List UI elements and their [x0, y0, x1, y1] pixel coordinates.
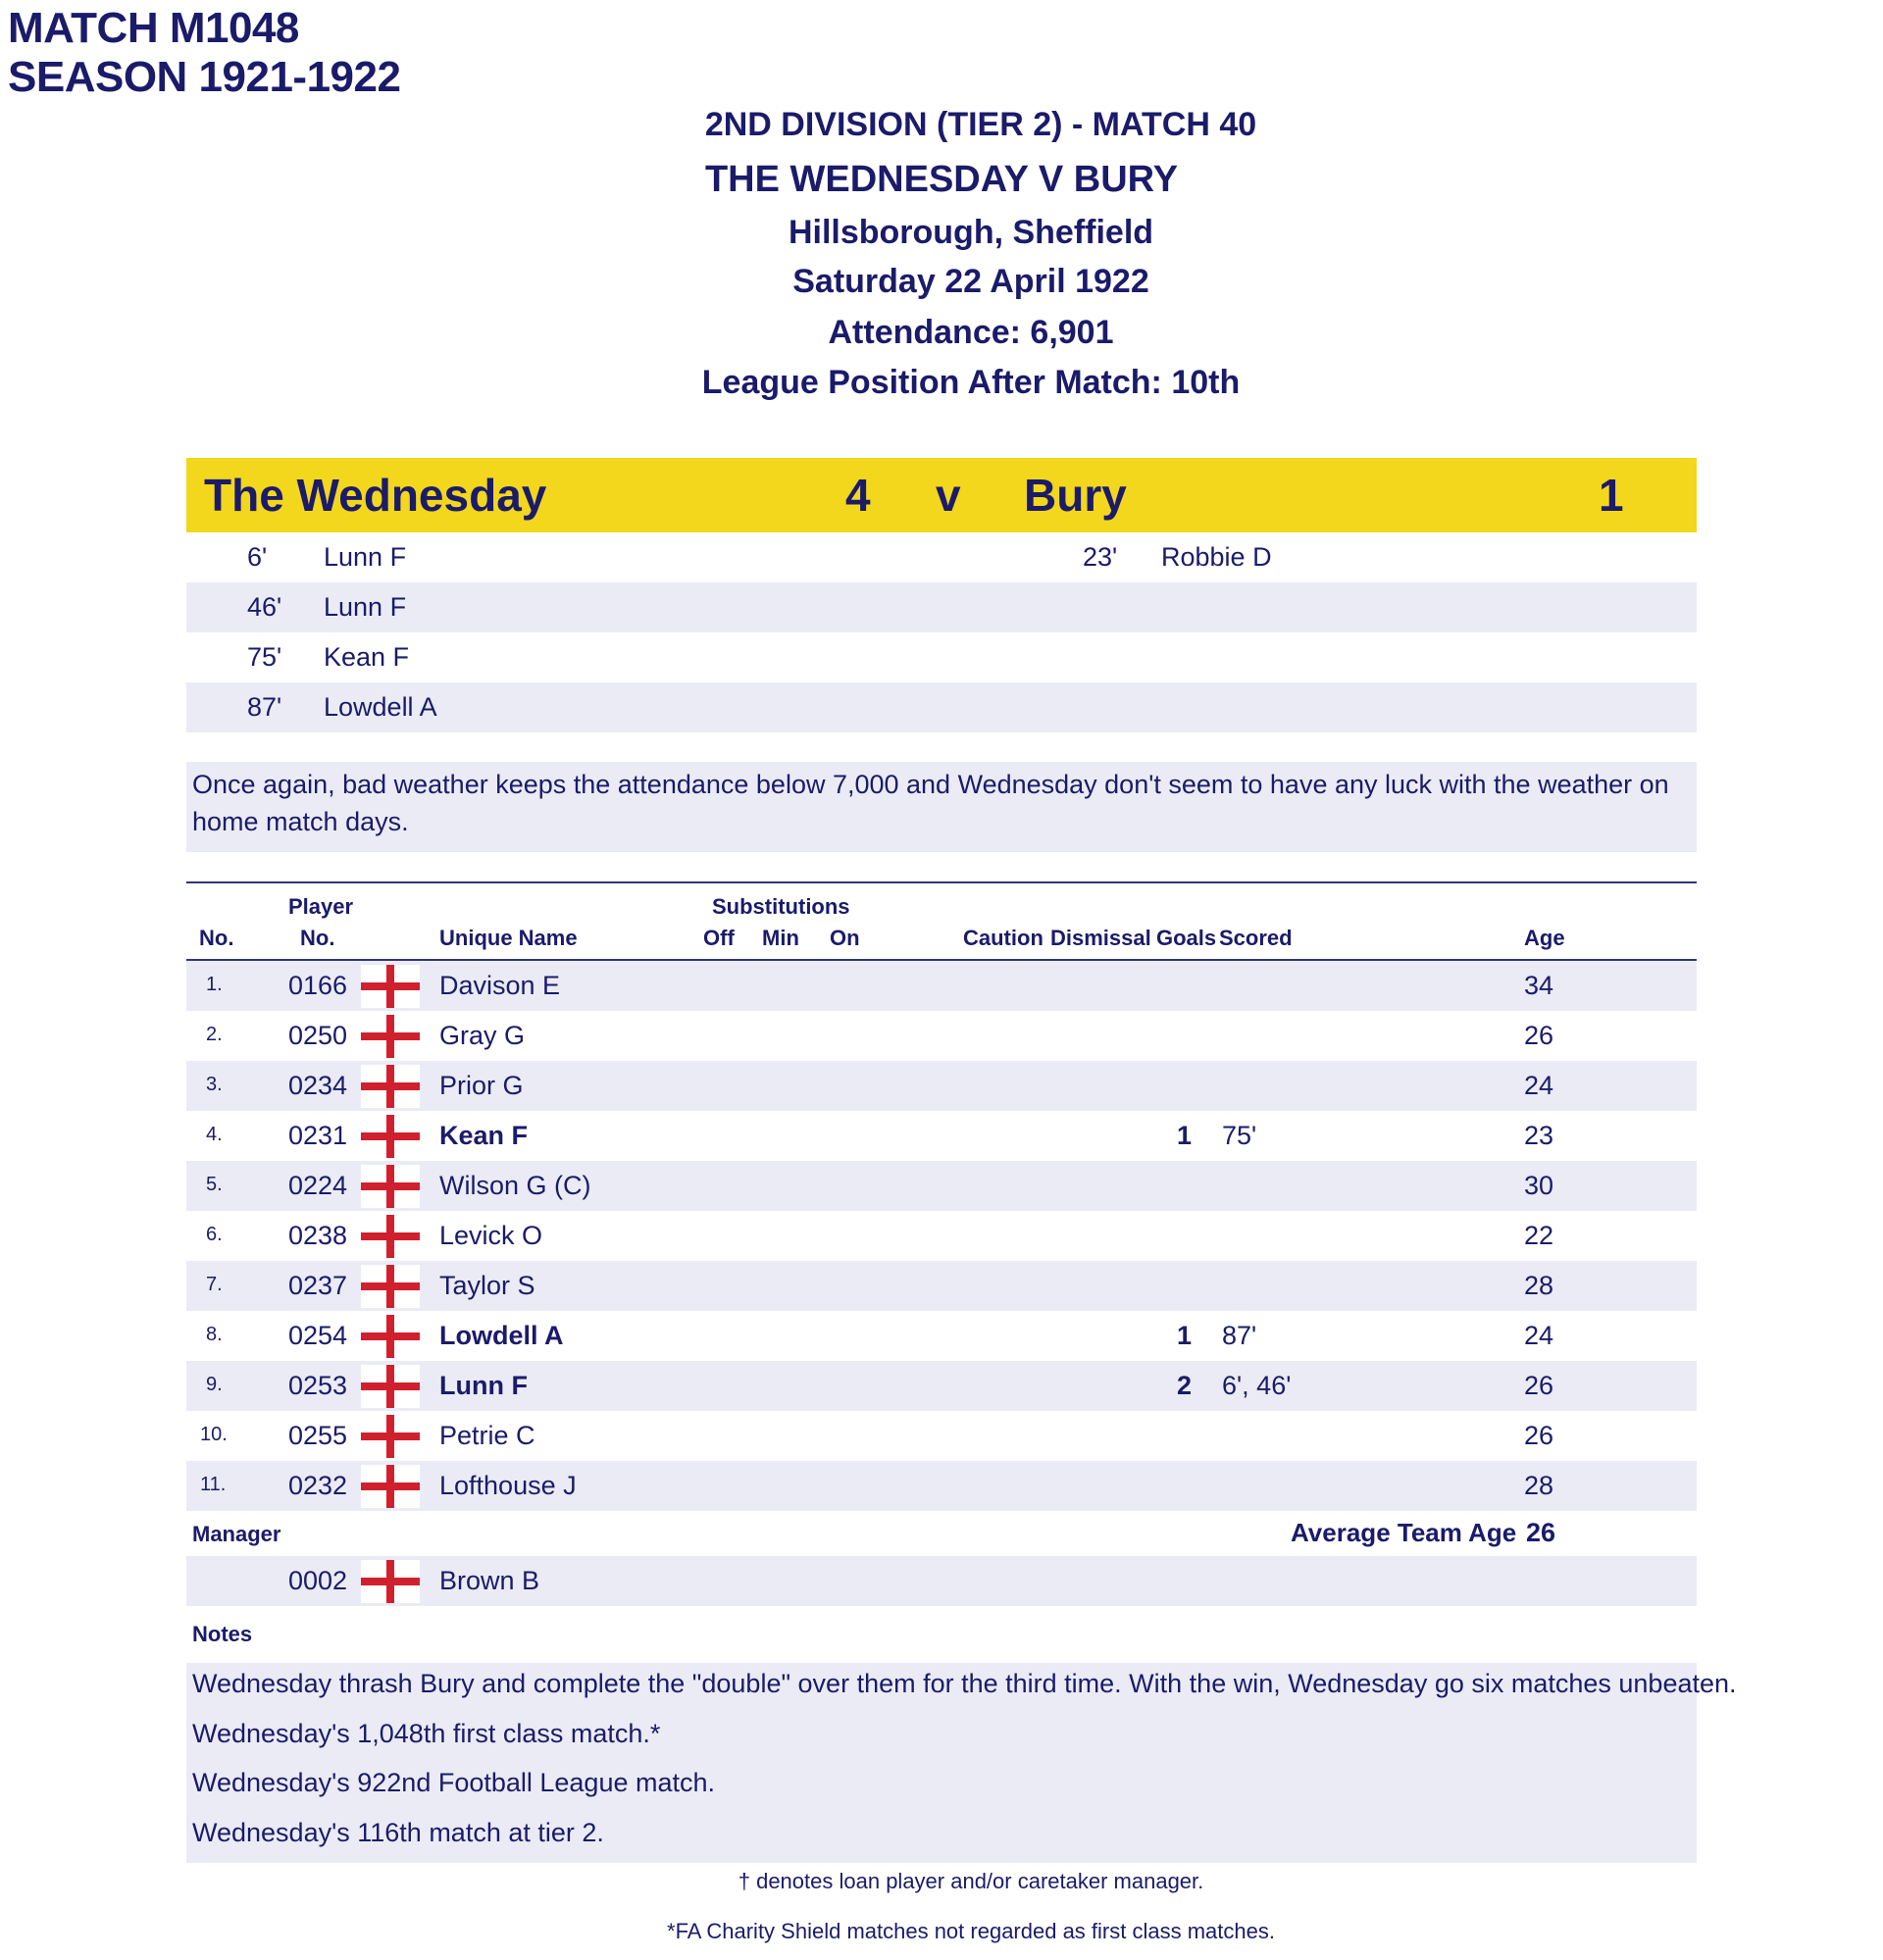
note-line: Wednesday's 1,048th first class match.*	[192, 1719, 661, 1748]
average-age-value: 26	[1526, 1518, 1556, 1547]
player-name: Kean F	[439, 1121, 529, 1150]
row-number: 2.	[206, 1024, 223, 1045]
header-goals: Goals	[1156, 926, 1217, 950]
versus: v	[936, 470, 961, 521]
header-on: On	[830, 926, 860, 950]
player-number: 0255	[288, 1421, 348, 1450]
notes-label: Notes	[192, 1622, 253, 1646]
table-row	[186, 1461, 1697, 1511]
header-no: No.	[199, 926, 234, 950]
home-goal-minute: 6'	[247, 542, 268, 572]
note-line: Wednesday's 116th match at tier 2.	[192, 1818, 604, 1847]
player-number: 0234	[288, 1071, 348, 1100]
table-row	[186, 1111, 1697, 1161]
player-number: 0238	[288, 1221, 348, 1250]
player-number: 0166	[288, 971, 348, 1000]
player-age: 26	[1524, 1021, 1554, 1050]
table-row	[186, 1011, 1697, 1061]
player-age: 24	[1524, 1321, 1554, 1350]
manager-row	[186, 1556, 1697, 1606]
player-goals: 2	[1177, 1371, 1193, 1400]
loan-footnote: † denotes loan player and/or caretaker manager.	[738, 1869, 1204, 1893]
header-unique-name: Unique Name	[439, 926, 578, 950]
england-flag-icon	[361, 1215, 420, 1258]
home-team: The Wednesday	[204, 470, 547, 521]
header-min: Min	[762, 926, 799, 950]
england-flag-icon	[361, 1415, 420, 1458]
home-goal-minute: 87'	[247, 692, 282, 722]
player-name: Levick O	[439, 1221, 543, 1250]
player-number: 0253	[288, 1371, 348, 1400]
header-age: Age	[1524, 926, 1565, 950]
row-number: 8.	[206, 1324, 223, 1345]
player-age: 23	[1524, 1121, 1554, 1150]
goal-row	[186, 532, 1697, 582]
division-title: 2ND DIVISION (TIER 2) - MATCH 40	[704, 106, 1257, 143]
goal-minutes: 6', 46'	[1222, 1371, 1292, 1400]
header-off: Off	[703, 926, 735, 950]
player-age: 30	[1524, 1171, 1554, 1200]
player-name: Taylor S	[439, 1271, 535, 1300]
league-position: League Position After Match: 10th	[701, 364, 1241, 401]
table-row	[186, 1161, 1697, 1211]
goal-minutes: 75'	[1222, 1121, 1257, 1150]
header-substitutions: Substitutions	[712, 894, 850, 919]
table-row	[186, 1061, 1697, 1111]
header-player-no: No.	[300, 926, 335, 950]
player-age: 34	[1524, 971, 1554, 1000]
away-goal-minute: 23'	[1083, 542, 1118, 572]
header-dismissal: Dismissal	[1050, 926, 1151, 950]
england-flag-icon	[361, 965, 420, 1008]
table-row	[186, 1311, 1697, 1361]
score-bar	[186, 458, 1697, 532]
player-age: 28	[1524, 1271, 1554, 1300]
player-goals: 1	[1177, 1121, 1193, 1150]
england-flag-icon	[361, 1365, 420, 1408]
england-flag-icon	[361, 1265, 420, 1308]
row-number: 4.	[206, 1124, 223, 1145]
table-row	[186, 961, 1697, 1011]
row-number: 11.	[200, 1474, 227, 1495]
row-number: 10.	[200, 1424, 228, 1445]
header-scored: Scored	[1219, 926, 1293, 950]
match-date: Saturday 22 April 1922	[792, 263, 1149, 300]
england-flag-icon	[361, 1560, 420, 1603]
average-age-label: Average Team Age	[1291, 1518, 1517, 1547]
goal-row	[186, 582, 1697, 632]
attendance: Attendance: 6,901	[828, 314, 1114, 351]
table-row	[186, 1411, 1697, 1461]
player-number: 0232	[288, 1471, 348, 1500]
manager-label: Manager	[192, 1522, 281, 1546]
home-goals: 4	[845, 470, 871, 521]
england-flag-icon	[361, 1165, 420, 1208]
row-number: 5.	[206, 1174, 223, 1195]
away-goal-scorer: Robbie D	[1161, 542, 1272, 572]
player-number: 0231	[288, 1121, 348, 1150]
england-flag-icon	[361, 1465, 420, 1508]
table-row	[186, 1361, 1697, 1411]
home-goal-scorer: Lunn F	[324, 592, 407, 622]
manager-number: 0002	[288, 1566, 348, 1595]
row-number: 7.	[206, 1274, 223, 1295]
player-number: 0237	[288, 1271, 348, 1300]
player-age: 24	[1524, 1071, 1554, 1100]
table-top-rule	[186, 881, 1697, 883]
goal-row	[186, 682, 1697, 732]
header-player: Player	[288, 894, 354, 919]
manager-name: Brown B	[439, 1566, 540, 1595]
player-number: 0224	[288, 1171, 348, 1200]
player-name: Lowdell A	[439, 1321, 564, 1350]
header-caution: Caution	[963, 926, 1043, 950]
player-name: Lofthouse J	[439, 1471, 577, 1500]
player-age: 22	[1524, 1221, 1554, 1250]
row-number: 1.	[206, 974, 223, 995]
note-line: Wednesday's 922nd Football League match.	[192, 1768, 716, 1797]
match-summary	[186, 762, 1697, 852]
summary-text: Once again, bad weather keeps the attendance below 7,000 and Wednesday don't seem to have any luck with the weather on home match days.	[192, 770, 1669, 836]
goal-minutes: 87'	[1222, 1321, 1257, 1350]
away-goals: 1	[1599, 470, 1624, 521]
home-goal-scorer: Kean F	[324, 642, 410, 672]
home-goal-minute: 46'	[247, 592, 282, 622]
row-number: 9.	[206, 1374, 223, 1395]
player-name: Wilson G (C)	[439, 1171, 591, 1200]
england-flag-icon	[361, 1015, 420, 1058]
player-age: 26	[1524, 1371, 1554, 1400]
match-id: MATCH M1048	[8, 4, 299, 52]
fixture-title: THE WEDNESDAY V BURY	[704, 159, 1179, 200]
home-goal-minute: 75'	[247, 642, 282, 672]
england-flag-icon	[361, 1315, 420, 1358]
player-name: Gray G	[439, 1021, 526, 1050]
venue: Hillsborough, Sheffield	[788, 214, 1154, 251]
player-age: 26	[1524, 1421, 1554, 1450]
note-line: Wednesday thrash Bury and complete the "double" over them for the third time. With the win, Wednesday go six matches unbeaten.	[192, 1669, 1737, 1698]
player-number: 0250	[288, 1021, 348, 1050]
player-goals: 1	[1177, 1321, 1193, 1350]
player-name: Prior G	[439, 1071, 524, 1100]
charity-footnote: *FA Charity Shield matches not regarded as first class matches.	[667, 1919, 1275, 1943]
row-number: 6.	[206, 1224, 223, 1245]
player-number: 0254	[288, 1321, 348, 1350]
player-age: 28	[1524, 1471, 1554, 1500]
player-name: Petrie C	[439, 1421, 535, 1450]
england-flag-icon	[361, 1065, 420, 1108]
goal-row	[186, 632, 1697, 682]
player-name: Lunn F	[439, 1371, 528, 1400]
season-title: SEASON 1921-1922	[8, 53, 401, 101]
away-team: Bury	[1024, 470, 1127, 521]
home-goal-scorer: Lunn F	[324, 542, 407, 572]
home-goal-scorer: Lowdell A	[324, 692, 437, 722]
row-number: 3.	[206, 1074, 223, 1095]
table-row	[186, 1211, 1697, 1261]
player-name: Davison E	[439, 971, 561, 1000]
table-row	[186, 1261, 1697, 1311]
england-flag-icon	[361, 1115, 420, 1158]
